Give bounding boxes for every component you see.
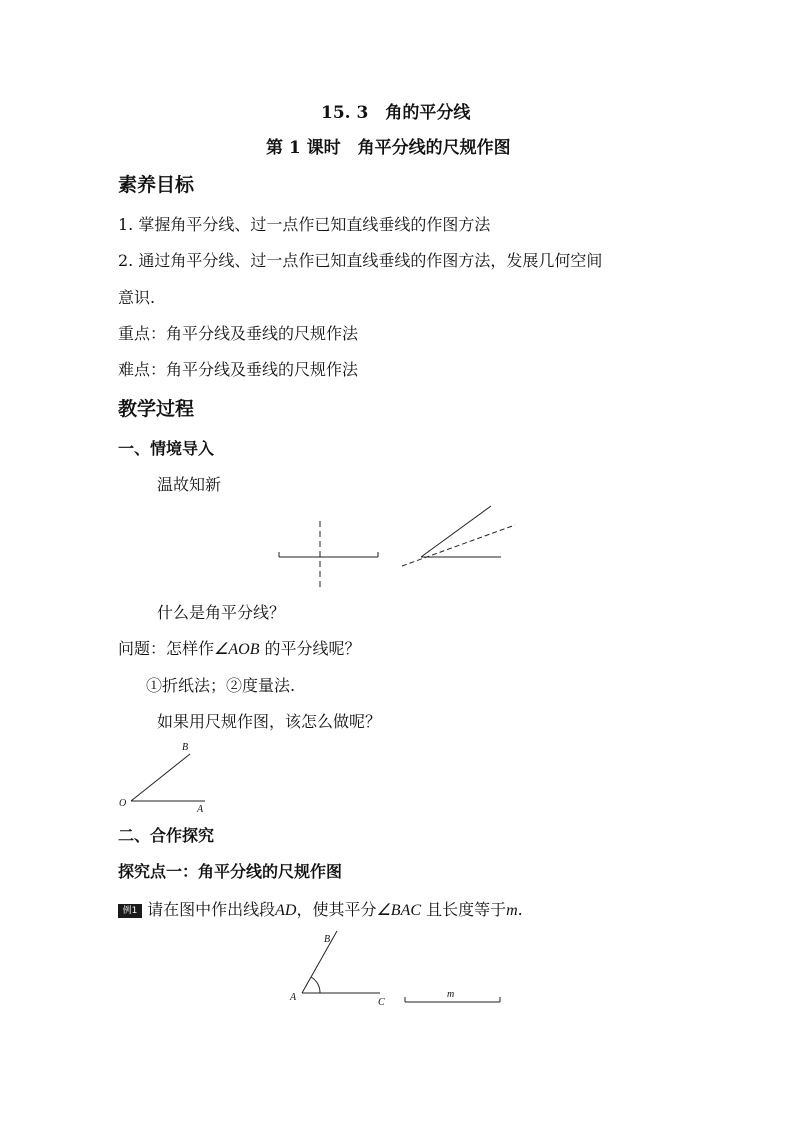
label-b: B — [324, 934, 331, 945]
problem-suffix: 的平分线呢？ — [259, 639, 361, 658]
example-prefix: 请在图中作出线段 — [147, 900, 276, 919]
lesson-title: 第 1 课时 角平分线的尺规作图 — [266, 138, 511, 158]
ruler-question: 如果用尺规作图，该怎么做呢？ — [157, 712, 382, 731]
key-point: 重点：角平分线及垂线的尺规作法 — [118, 324, 359, 343]
angle-upper-ray — [421, 506, 491, 557]
methods-text: ①折纸法；②度量法. — [146, 676, 296, 695]
example-angle: ∠BAC — [376, 902, 422, 919]
process-heading: 教学过程 — [118, 398, 195, 420]
example-segment: AD — [275, 902, 297, 919]
goal-item-1: 1. 掌握角平分线、过一点作已知直线垂线的作图方法 — [118, 215, 491, 234]
angle-bisector-dashed — [402, 525, 515, 566]
example-mid2: 且长度等于 — [421, 900, 507, 919]
part2-heading: 二、合作探究 — [118, 826, 215, 845]
example-end: . — [517, 900, 523, 919]
angle-aob-figure — [115, 736, 215, 816]
angle-arc — [311, 977, 320, 993]
label-c: C — [378, 997, 385, 1008]
explore1-heading: 探究点一：角平分线的尺规作图 — [118, 862, 343, 881]
goal-item-2-line-1: 2. 通过角平分线、过一点作已知直线垂线的作图方法，发展几何空间 — [118, 251, 603, 270]
angle-bisector-figure — [402, 506, 515, 566]
angle-bac-figure — [285, 925, 510, 1010]
example-badge: 例1 — [118, 904, 142, 918]
label-a: A — [197, 804, 204, 815]
example-mid: ，使其平分 — [296, 900, 377, 919]
label-o: O — [119, 798, 127, 809]
perpendicular-figure — [279, 521, 378, 591]
problem-angle: ∠AOB — [214, 641, 260, 658]
goals-heading: 素养目标 — [118, 174, 195, 196]
ray-ab — [302, 931, 337, 993]
review-figure — [270, 500, 530, 595]
ray-ob — [131, 754, 190, 801]
part1-heading: 一、情境导入 — [118, 439, 215, 458]
review-text: 温故知新 — [157, 475, 222, 494]
difficulty-point: 难点：角平分线及垂线的尺规作法 — [118, 360, 359, 379]
example-m: m — [506, 902, 518, 919]
label-m: m — [447, 989, 455, 1000]
problem-prefix: 问题：怎样作 — [118, 639, 215, 658]
label-a: A — [290, 992, 297, 1003]
example-line — [118, 897, 523, 920]
goal-item-2-line-2: 意识. — [118, 288, 156, 307]
problem-line — [118, 636, 361, 659]
section-title: 15. 3 角的平分线 — [321, 103, 471, 123]
label-b: B — [182, 742, 189, 753]
question-bisector: 什么是角平分线？ — [157, 603, 286, 622]
